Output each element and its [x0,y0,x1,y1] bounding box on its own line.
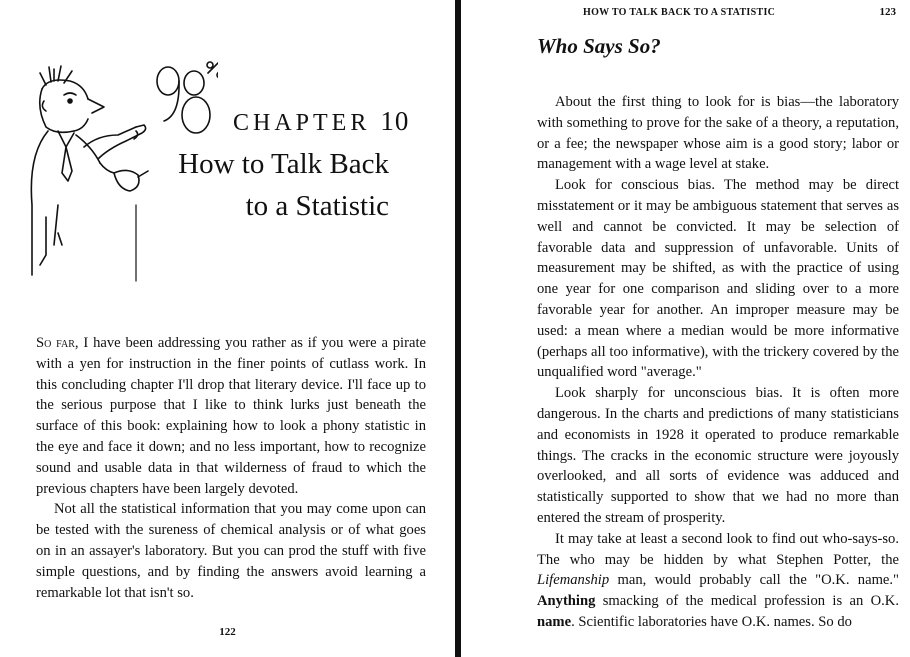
paragraph-text: I have been addressing you rather as if you were a pirate with a yen for instruction in the finer points of cutlass work. In this concluding chapter I'll drop that literary device. I'll face up to the serious purpose that I like to think lurks just beneath the surface of this book: explaining how to look a phony statistic in the eye and face it down; and no less important, how to recognize sound and usable data in that wilderness of fraud to which the previous chapters have been largely devoted. [36,335,426,497]
paragraph-text: smacking of the medical profession is an O.K. [595,593,899,610]
paragraph-text: name [537,613,572,630]
paragraph-text: Anything [537,593,596,610]
paragraph-text: It may take at least a second look to find out who-says-so. The who may be hidden by what Stephen Potter, the [537,530,899,568]
opening-words: So far, [36,335,79,351]
chapter-title-line1: How to Talk Back [178,148,389,180]
paragraph: Look sharply for unconscious bias. It is often more dangerous. In the charts and predictions of many statisticians and economists in 1928 it operated to produce remarkable things. The cracks in the economic structure were joyously overlooked, and all sorts of evidence was adduced and statistically supported to show that we had no more than entered the stream of prosperity. [537,385,899,526]
paragraph: Look for conscious bias. The method may be direct misstatement or it may be ambiguous statement that serves as well and cannot be convicted. It may be selection of favorable data and suppression of unfavorable. Units of measurement may be shifted, as with the practice of using one year for one comparison and sliding over to a more favorable year for another. An improper measure may be used: a mean where a median would be more informative (perhaps all too informative), with the trickery covered by the unqualified word "average." [537,177,899,381]
right-body-text [537,92,899,633]
paragraph [36,333,426,499]
chapter-label: CHAPTER [233,110,371,136]
paragraph: Not all the statistical information that you may come upon can be tested with the sureness of chemical analysis or of what goes on in an assayer's laboratory. But you can prod the stuff with five simple questions, and by finding the answers avoid learning a remarkable lot that isn't so. [36,501,426,601]
paragraph: About the first thing to look for is bias—the laboratory with something to prove for the sake of a theory, a reputation, or a fee; the newspaper whose aim is a good story; labor or management with a wage level at stake. [537,94,899,173]
paragraph [537,529,899,633]
svg-text:98%: 98% [168,295,170,296]
chapter-number: 10 [380,106,410,136]
book-title: Lifemanship [537,572,610,589]
paragraph-text: . Scientific laboratories have O.K. names. So do [571,613,852,630]
left-body-text [36,333,426,603]
chapter-heading [233,106,409,137]
right-page [461,0,910,657]
page-number-left: 122 [219,626,236,638]
running-head: HOW TO TALK BACK TO A STATISTIC [583,7,776,18]
page-number-right: 123 [879,6,896,18]
paragraph-text: man, would probably call the "O.K. name." [609,572,899,589]
chapter-title-line2: to a Statistic [245,190,389,222]
section-title: Who Says So? [537,34,661,58]
